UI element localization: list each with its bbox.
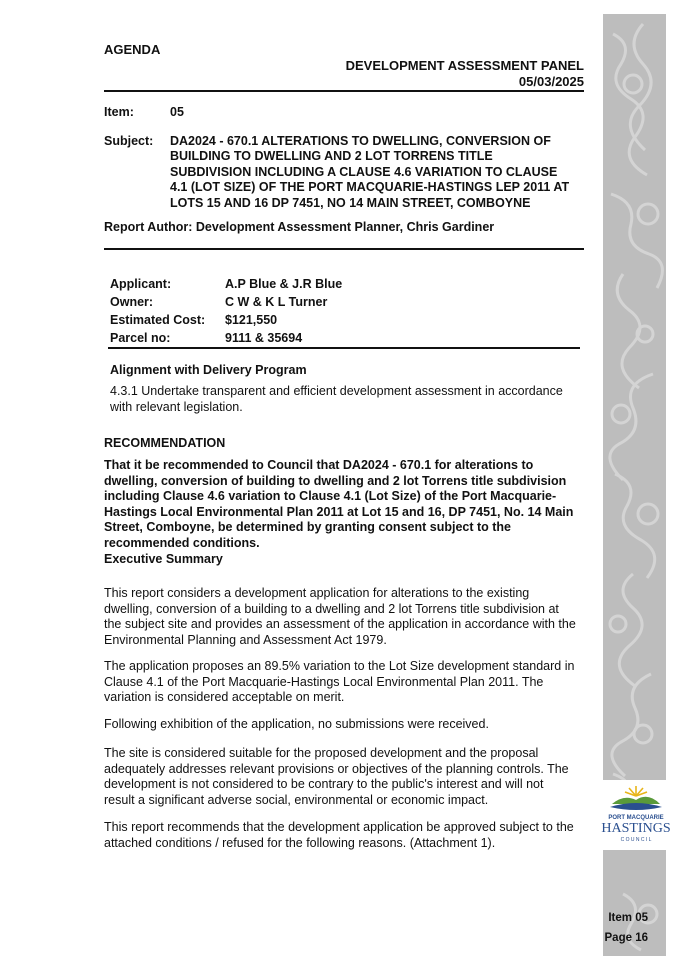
item-label: Item:	[104, 105, 134, 119]
alignment-line: with relevant legislation.	[110, 399, 243, 414]
summary-line: The site is considered suitable for the proposed development and the proposal	[104, 746, 539, 760]
logo-line1: PORT MACQUARIE	[608, 815, 664, 821]
summary-line: adequately addresses relevant provisions or objectives of the planning controls. The	[104, 761, 569, 776]
alignment-line: 4.3.1 Undertake transparent and efficient development assessment in accordance	[110, 384, 563, 398]
applicant-label: Applicant:	[110, 277, 172, 291]
summary-line: Clause 4.1 of the Port Macquarie-Hastings Local Environmental Plan 2011. The	[104, 674, 544, 689]
header-rule	[104, 90, 584, 92]
meeting-date: 05/03/2025	[518, 74, 584, 89]
summary-line: attached conditions / refused for the following reasons. (Attachment 1).	[104, 835, 496, 850]
subject-label: Subject:	[104, 134, 154, 148]
summary-line: development is not considered to be contrary to the public's interest and will not	[104, 777, 544, 792]
summary-line: The application proposes an 89.5% variation to the Lot Size development standard in	[104, 659, 575, 673]
subject-line: SUBDIVISION INCLUDING A CLAUSE 4.6 VARIATION TO CLAUSE	[170, 164, 558, 179]
summary-line: This report considers a development application for alterations to the existing	[104, 586, 530, 600]
alignment-text	[110, 384, 590, 415]
summary-paragraph-2	[104, 659, 588, 706]
summary-line: This report recommends that the development application be approved subject to the	[104, 820, 574, 834]
council-logo	[598, 780, 674, 850]
owner-label: Owner:	[110, 295, 154, 309]
parcel-label: Parcel no:	[110, 331, 171, 345]
recommendation-text	[104, 458, 588, 552]
subject-line: 4.1 (LOT SIZE) OF THE PORT MACQUARIE-HASTINGS LEP 2011 AT	[170, 180, 570, 195]
estimated-cost-label: Estimated Cost:	[110, 313, 206, 327]
summary-line: result a significant adverse social, environmental or economic impact.	[104, 792, 489, 807]
recommendation-line: That it be recommended to Council that DA2024 - 670.1 for alterations to	[104, 458, 534, 472]
report-author: Report Author: Development Assessment Planner, Chris Gardiner	[104, 220, 495, 234]
summary-line: dwelling, conversion of a building to a dwelling and 2 lot Torrens title subdivision at	[104, 601, 559, 616]
applicant-value: A.P Blue & J.R Blue	[225, 277, 343, 291]
recommendation-line: recommended conditions.	[104, 535, 260, 550]
subject-text	[170, 134, 590, 211]
summary-paragraph-3	[104, 717, 588, 733]
recommendation-line: Street, Comboyne, be determined by granting consent subject to the	[104, 520, 512, 535]
summary-line: Environmental Planning and Assessment Act 1979.	[104, 632, 387, 647]
recommendation-line: Hastings Local Environmental Plan 2011 at Lot 15 and 16, DP 7451, No. 14 Main	[104, 504, 574, 519]
subject-line: LOTS 15 AND 16 DP 7451, NO 14 MAIN STREET, COMBOYNE	[170, 195, 531, 210]
council-logo-mark-icon	[598, 782, 674, 816]
executive-summary-heading: Executive Summary	[104, 552, 223, 566]
author-rule	[104, 248, 584, 250]
summary-paragraph-1	[104, 586, 588, 648]
logo-line3: C O U N C I L	[620, 837, 652, 843]
summary-line: the subject site and provides an assessment of the application in accordance with the	[104, 617, 576, 632]
agenda-label: AGENDA	[104, 42, 161, 57]
subject-line: BUILDING TO DWELLING AND 2 LOT TORRENS TITLE	[170, 149, 493, 164]
recommendation-line: including Clause 4.6 variation to Clause 4.1 (Lot Size) of the Port Macquarie-	[104, 489, 557, 504]
summary-line: Following exhibition of the application, no submissions were received.	[104, 717, 489, 731]
panel-title: DEVELOPMENT ASSESSMENT PANEL	[345, 58, 584, 73]
recommendation-line: dwelling, conversion of building to dwelling and 2 lot Torrens title subdivision	[104, 473, 567, 488]
logo-line2: HASTINGS	[601, 821, 671, 836]
owner-value: C W & K L Turner	[225, 295, 328, 309]
parcel-value: 9111 & 35694	[225, 331, 303, 345]
estimated-cost-value: $121,550	[225, 313, 278, 327]
alignment-heading: Alignment with Delivery Program	[110, 363, 307, 377]
summary-line: variation is considered acceptable on merit.	[104, 690, 345, 705]
subject-line: DA2024 - 670.1 ALTERATIONS TO DWELLING, CONVERSION OF	[170, 134, 551, 148]
item-number: 05	[170, 105, 184, 119]
footer-page-number: Page 16	[604, 932, 648, 944]
footer-item: Item 05	[608, 912, 648, 924]
details-rule	[108, 347, 580, 349]
summary-paragraph-4	[104, 746, 588, 808]
recommendation-heading: RECOMMENDATION	[104, 436, 226, 450]
summary-paragraph-5	[104, 820, 588, 851]
